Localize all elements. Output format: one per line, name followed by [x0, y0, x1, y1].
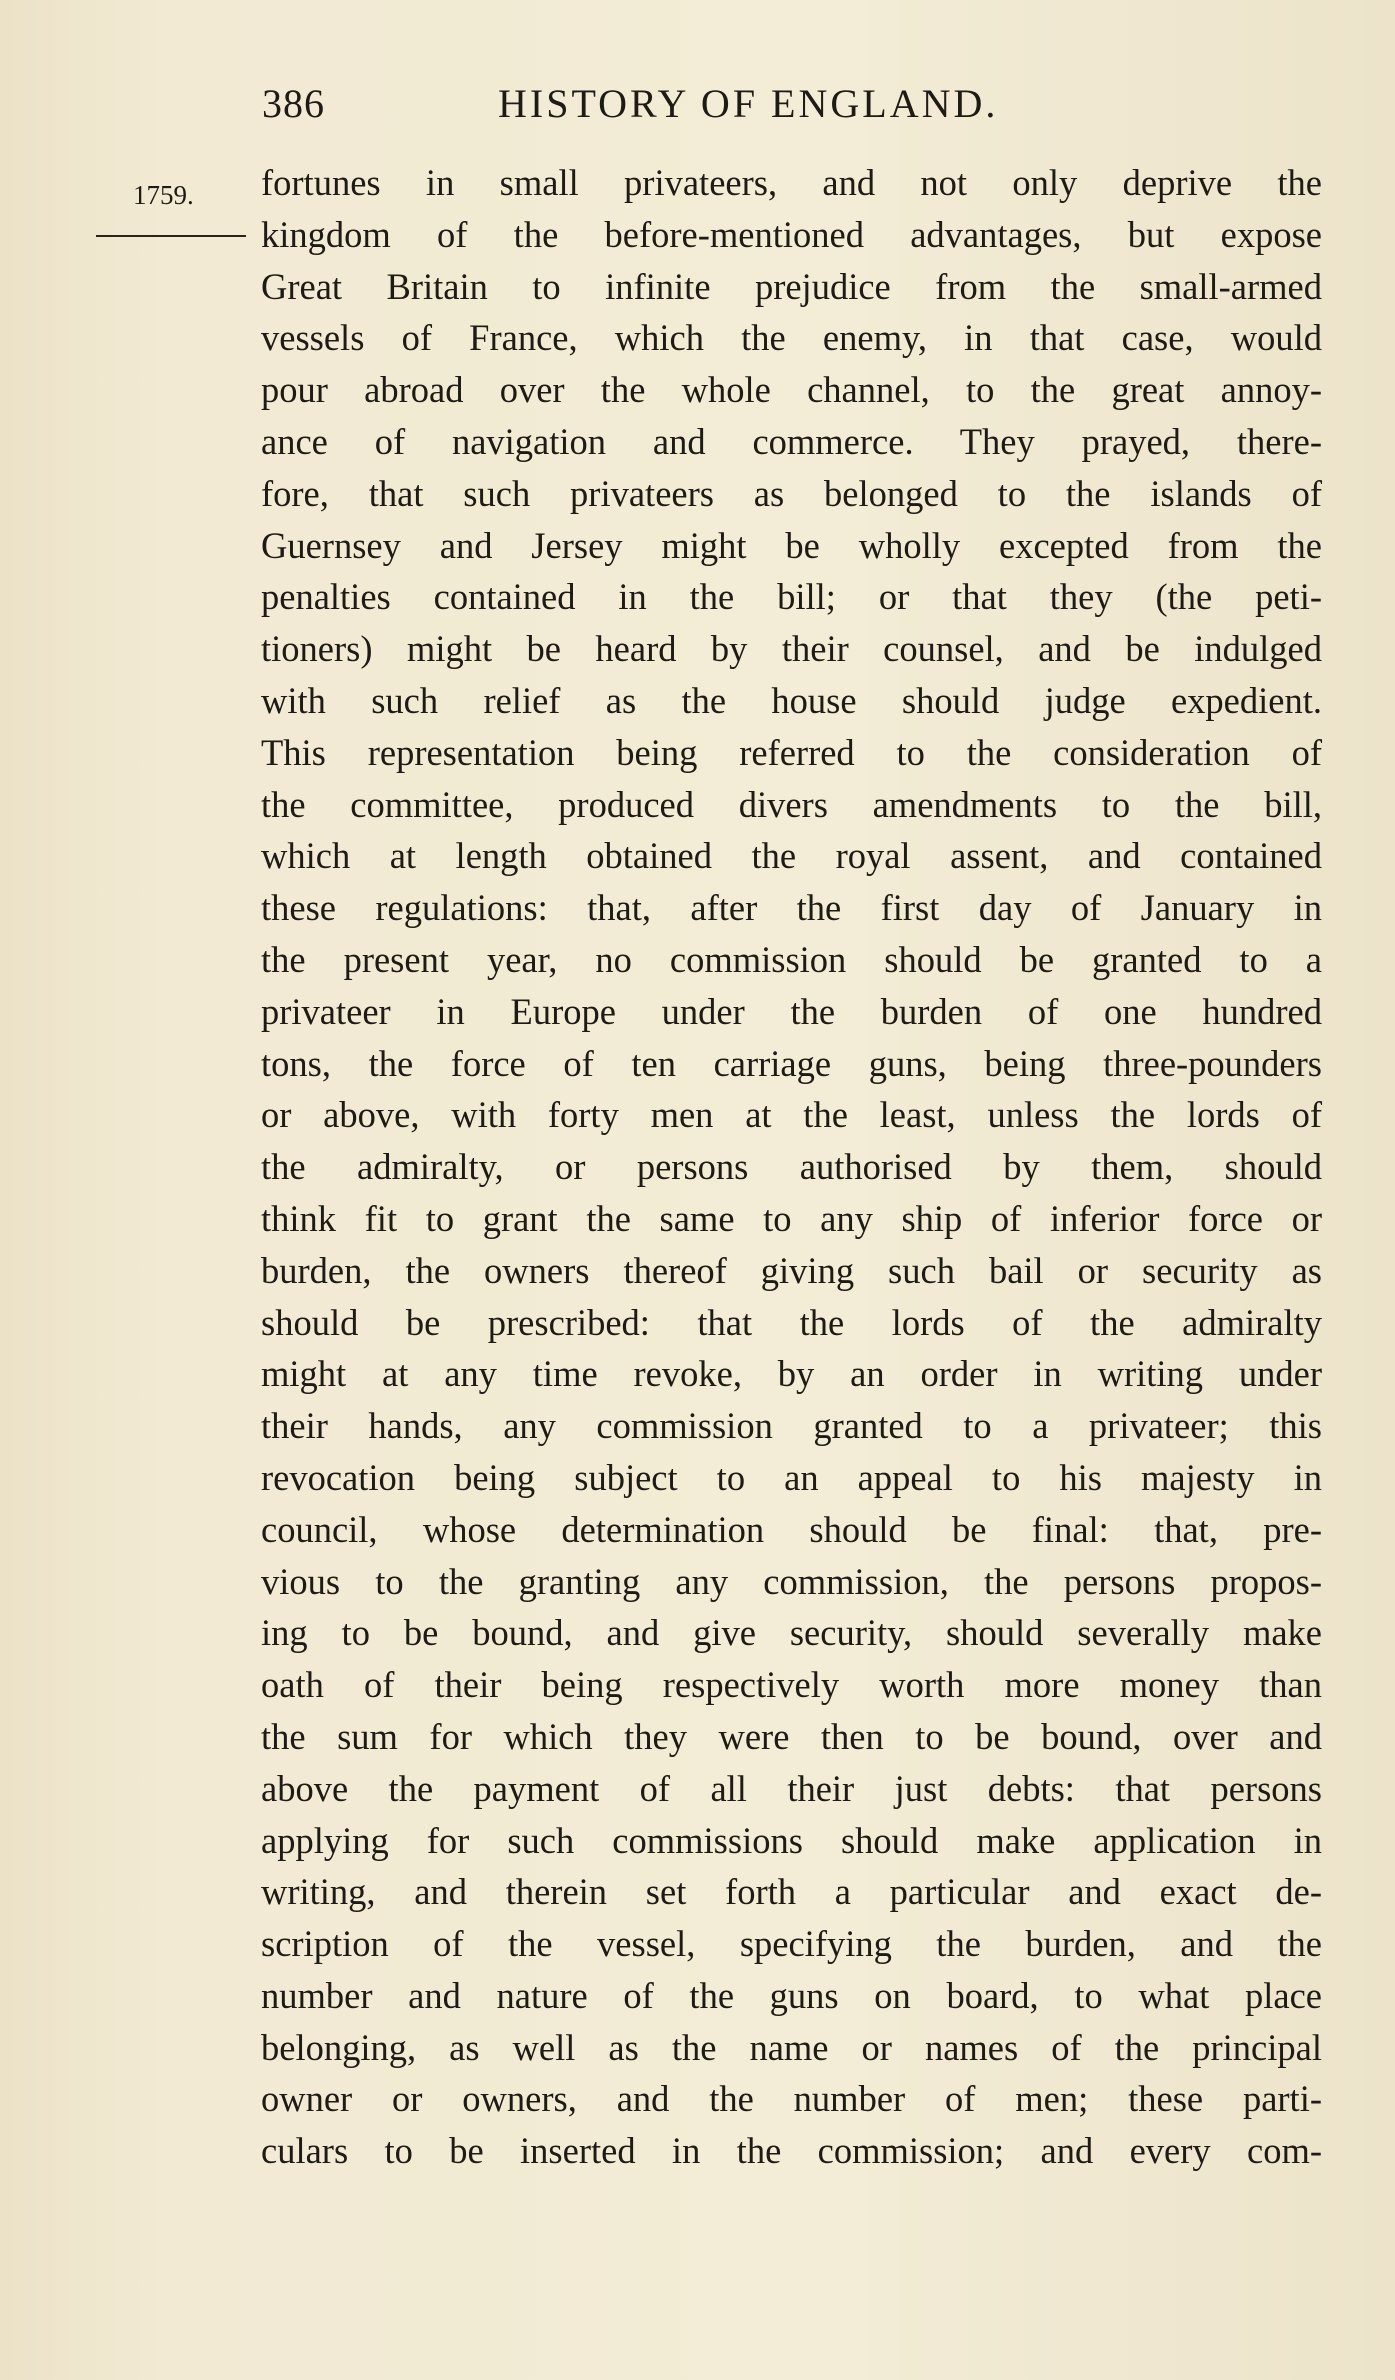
text-line: This representation being referred to the consideration of	[261, 731, 1322, 773]
text-line: scription of the vessel, specifying the burden, and the	[261, 1923, 1322, 1965]
text-line: ing to be bound, and give security, should severally make	[261, 1612, 1322, 1654]
text-line: revocation being subject to an appeal to his majesty in	[261, 1456, 1322, 1498]
text-line: Guernsey and Jersey might be wholly excepted from the	[261, 524, 1322, 566]
text-line: above the payment of all their just debts: that persons	[261, 1767, 1322, 1809]
text-line: penalties contained in the bill; or that they (the peti-	[261, 576, 1322, 618]
text-line: Great Britain to infinite prejudice from the small-armed	[261, 265, 1322, 307]
text-line: the committee, produced divers amendments to the bill,	[261, 783, 1322, 825]
text-line: number and nature of the guns on board, to what place	[261, 1974, 1322, 2016]
text-line: belonging, as well as the name or names of the principal	[261, 2026, 1322, 2068]
text-line: the admiralty, or persons authorised by them, should	[261, 1146, 1322, 1188]
text-line: these regulations: that, after the first day of January in	[261, 887, 1322, 929]
text-line: their hands, any commission granted to a privateer; this	[261, 1405, 1322, 1447]
text-line: vious to the granting any commission, the persons propos-	[261, 1560, 1322, 1602]
text-line: applying for such commissions should make application in	[261, 1819, 1322, 1861]
text-line: the present year, no commission should be granted to a	[261, 938, 1322, 980]
margin-year-note: 1759.	[133, 180, 194, 210]
text-line: burden, the owners thereof giving such bail or security as	[261, 1249, 1322, 1291]
text-line: tioners) might be heard by their counsel, and be indulged	[261, 628, 1322, 670]
text-line: pour abroad over the whole channel, to the great annoy-	[261, 369, 1322, 411]
text-line: fortunes in small privateers, and not only deprive the	[261, 162, 1322, 203]
running-head	[262, 80, 1322, 140]
running-title: HISTORY OF ENGLAND.	[498, 81, 999, 126]
page-number: 386	[262, 81, 325, 126]
body-text	[261, 157, 1322, 2177]
text-line: should be prescribed: that the lords of the admiralty	[261, 1301, 1322, 1343]
text-line: privateer in Europe under the burden of one hundred	[261, 990, 1322, 1032]
text-line: ance of navigation and commerce. They prayed, there-	[261, 420, 1322, 462]
text-line: oath of their being respectively worth more money than	[261, 1664, 1322, 1706]
text-line: writing, and therein set forth a particular and exact de-	[261, 1871, 1322, 1913]
text-line: culars to be inserted in the commission; and every com-	[261, 2130, 1322, 2172]
text-line: or above, with forty men at the least, unless the lords of	[261, 1094, 1322, 1136]
text-line: the sum for which they were then to be bound, over and	[261, 1715, 1322, 1757]
text-line: kingdom of the before-mentioned advantages, but expose	[261, 213, 1322, 255]
text-line: fore, that such privateers as belonged to the islands of	[261, 472, 1322, 514]
text-line: vessels of France, which the enemy, in that case, would	[261, 317, 1322, 359]
text-line: which at length obtained the royal assent, and contained	[261, 835, 1322, 877]
text-line: with such relief as the house should judge expedient.	[261, 679, 1322, 721]
text-line: council, whose determination should be final: that, pre-	[261, 1508, 1322, 1550]
text-line: tons, the force of ten carriage guns, being three-pounders	[261, 1042, 1322, 1084]
text-line: think fit to grant the same to any ship of inferior force or	[261, 1197, 1322, 1239]
text-line: owner or owners, and the number of men; these parti-	[261, 2078, 1322, 2120]
margin-rule	[96, 235, 246, 237]
text-line: might at any time revoke, by an order in writing under	[261, 1353, 1322, 1395]
